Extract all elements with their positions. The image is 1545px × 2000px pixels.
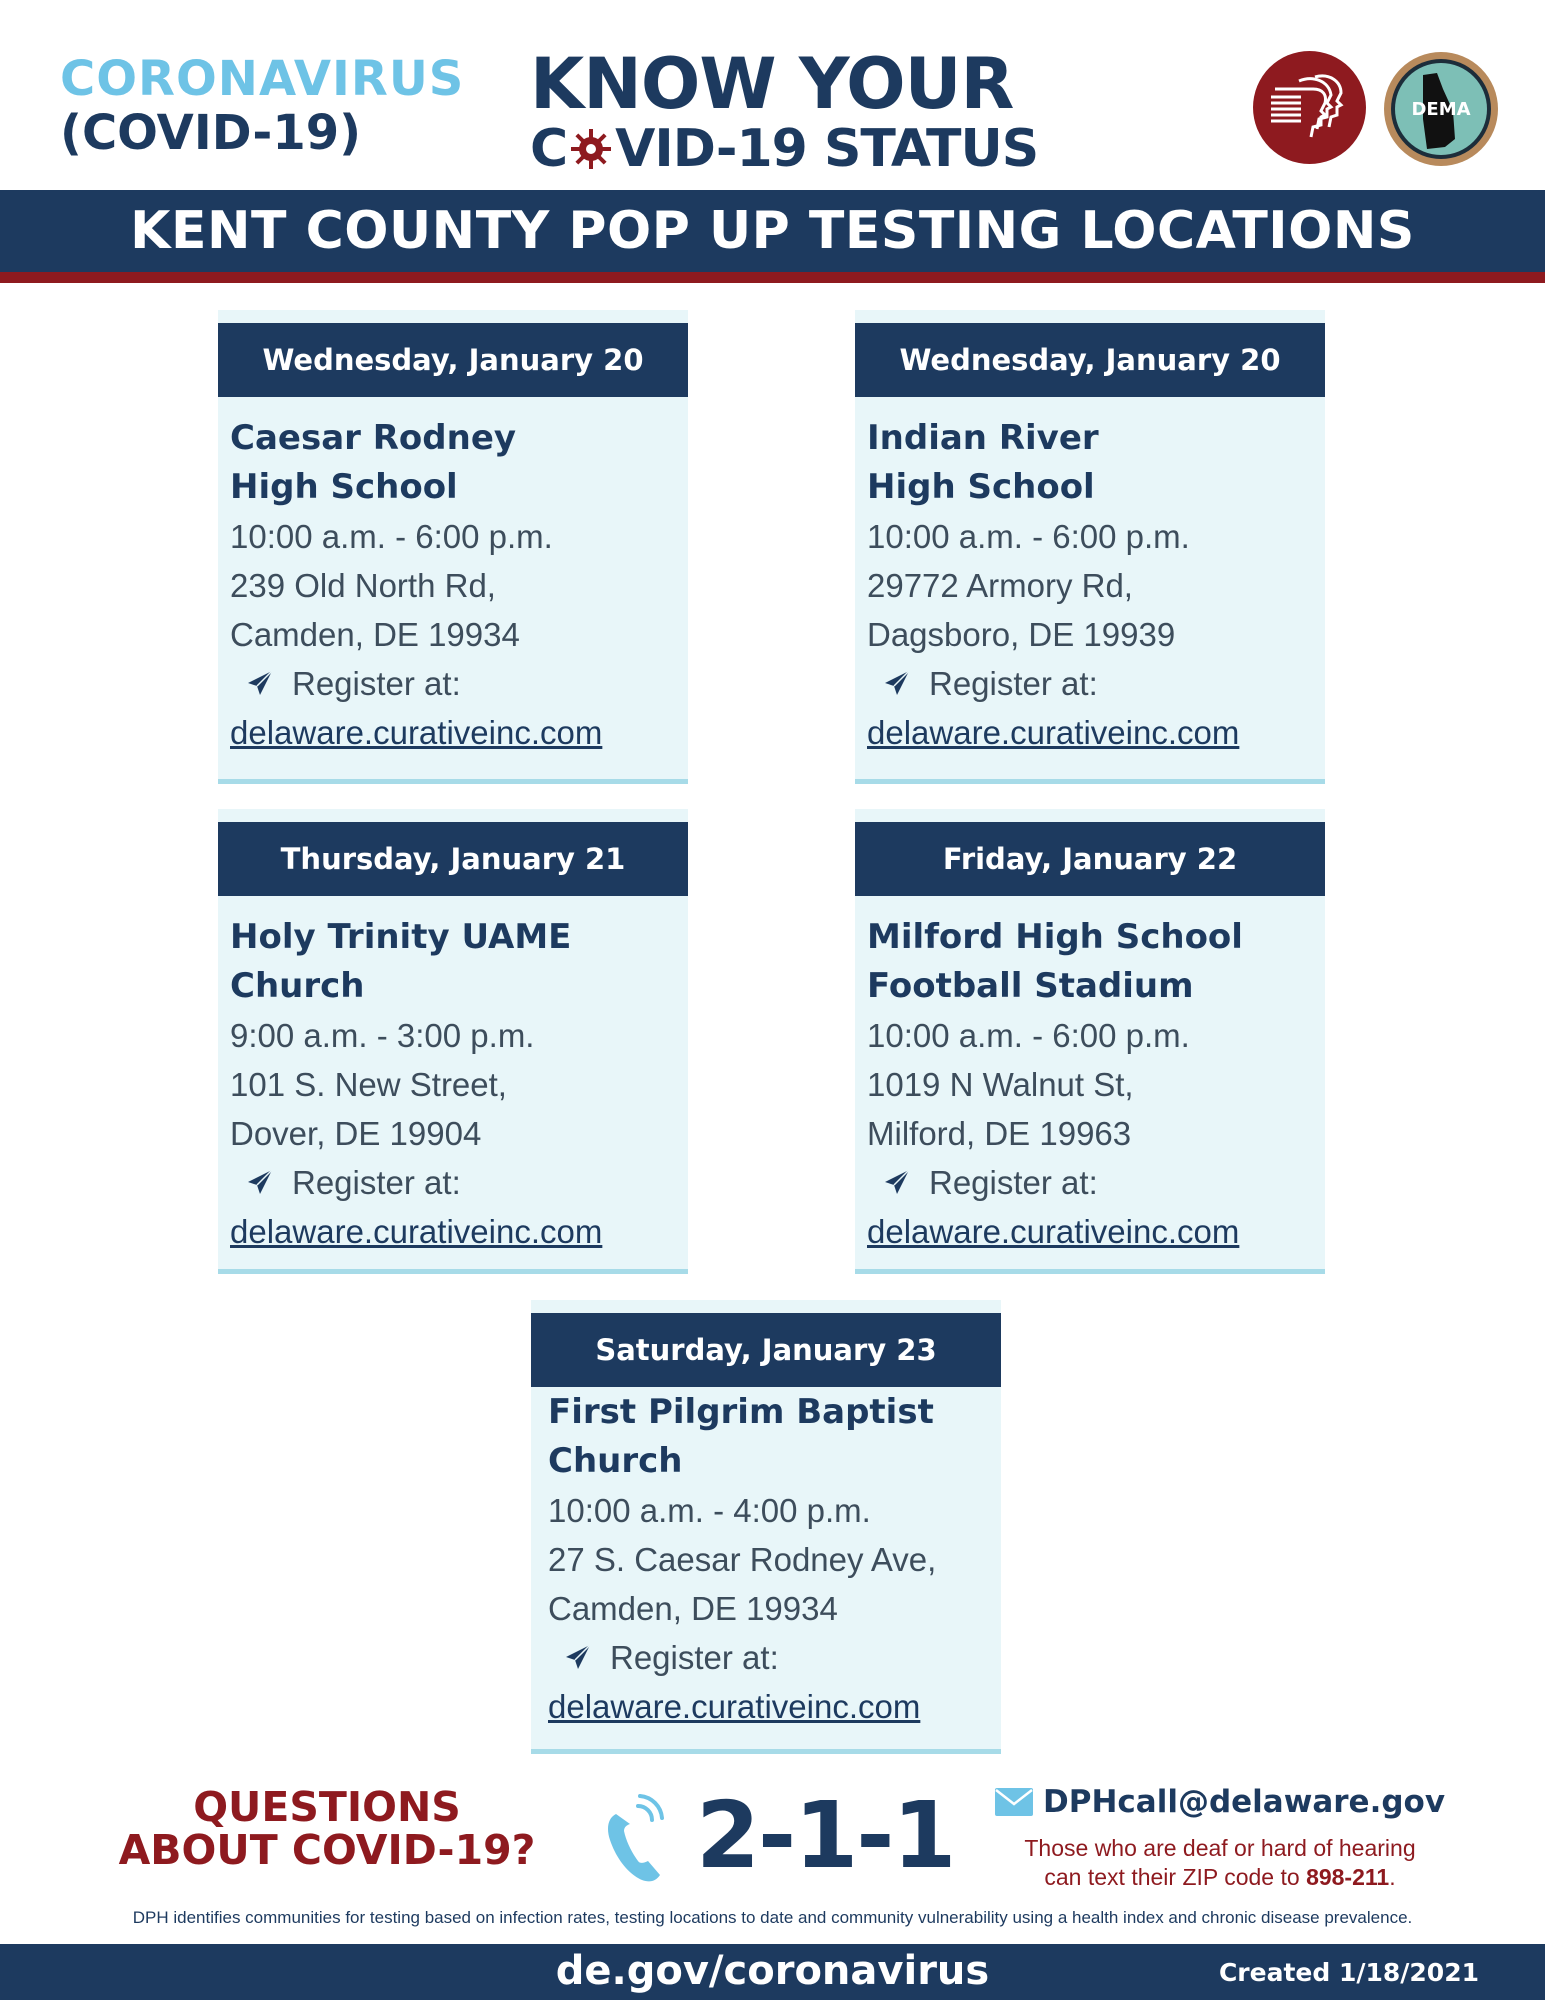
- location-name: Milford High School: [867, 917, 1243, 957]
- location-address: 239 Old North Rd,: [230, 567, 496, 604]
- location-city: Dagsboro, DE 19939: [867, 616, 1176, 653]
- location-card: [855, 809, 1325, 1274]
- location-address: 101 S. New Street,: [230, 1066, 507, 1103]
- register-link[interactable]: delaware.curativeinc.com: [548, 1688, 921, 1725]
- location-hours: 10:00 a.m. - 4:00 p.m.: [548, 1492, 871, 1529]
- location-name: Holy Trinity UAME: [230, 917, 572, 957]
- footer: [0, 1944, 1545, 2000]
- header-left: [60, 52, 464, 160]
- card-date: Friday, January 22: [855, 822, 1325, 896]
- register-link[interactable]: delaware.curativeinc.com: [867, 1213, 1240, 1250]
- location-city: Camden, DE 19934: [230, 616, 520, 653]
- paper-plane-icon: [562, 1643, 592, 1673]
- location-card: [218, 310, 688, 784]
- covid19-label: (COVID-19): [60, 105, 362, 161]
- location-name: First Pilgrim Baptist: [548, 1392, 934, 1432]
- location-name: Indian River: [867, 418, 1099, 458]
- location-city: Milford, DE 19963: [867, 1115, 1132, 1152]
- location-city: Dover, DE 19904: [230, 1115, 482, 1152]
- location-card: [531, 1300, 1001, 1754]
- location-hours: 9:00 a.m. - 3:00 p.m.: [230, 1017, 535, 1054]
- register-link[interactable]: delaware.curativeinc.com: [230, 1213, 603, 1250]
- page-banner: [0, 190, 1545, 272]
- paper-plane-icon: [881, 1168, 911, 1198]
- deaf-text-note: Those who are deaf or hard of hearing can text their ZIP code to 898-211.: [1024, 1835, 1416, 1890]
- card-date: Wednesday, January 20: [855, 323, 1325, 397]
- location-name: Church: [230, 966, 365, 1006]
- register-link[interactable]: delaware.curativeinc.com: [230, 714, 603, 751]
- location-card: [218, 809, 688, 1274]
- register-label: Register at:: [230, 659, 680, 708]
- register-label: Register at:: [548, 1633, 993, 1682]
- location-address: 1019 N Walnut St,: [867, 1066, 1134, 1103]
- location-name: High School: [867, 467, 1095, 507]
- location-address: 27 S. Caesar Rodney Ave,: [548, 1541, 937, 1578]
- location-name: Football Stadium: [867, 966, 1194, 1006]
- phone-number[interactable]: 2-1-1: [696, 1782, 955, 1889]
- paper-plane-icon: [244, 1168, 274, 1198]
- email-address[interactable]: DPHcall@delaware.gov: [1043, 1784, 1446, 1820]
- paper-plane-icon: [244, 669, 274, 699]
- location-city: Camden, DE 19934: [548, 1590, 838, 1627]
- svg-text:DEMA: DEMA: [1411, 99, 1471, 120]
- title-line1: KNOW YOUR: [530, 43, 1014, 125]
- created-date: Created 1/18/2021: [1218, 1958, 1479, 1987]
- dph-logo-icon: [1253, 51, 1366, 164]
- disclaimer: DPH identifies communities for testing based on infection rates, testing locations to date and community vulnerability using a health index and chronic disease prevalence.: [132, 1908, 1413, 1927]
- coronavirus-label: CORONAVIRUS: [60, 51, 465, 107]
- card-date: Wednesday, January 20: [218, 323, 688, 397]
- title-line2: C VID-19 STATUS: [530, 119, 1039, 179]
- register-link[interactable]: delaware.curativeinc.com: [867, 714, 1240, 751]
- location-hours: 10:00 a.m. - 6:00 p.m.: [230, 518, 553, 555]
- location-card: [855, 310, 1325, 784]
- location-address: 29772 Armory Rd,: [867, 567, 1133, 604]
- text-number: 898-211: [1306, 1864, 1390, 1890]
- location-hours: 10:00 a.m. - 6:00 p.m.: [867, 518, 1190, 555]
- email-contact[interactable]: [995, 1784, 1445, 1820]
- questions-heading: QUESTIONS ABOUT COVID-19?: [118, 1783, 536, 1874]
- card-date: Thursday, January 21: [218, 822, 688, 896]
- location-name: Church: [548, 1441, 683, 1481]
- location-name: Caesar Rodney: [230, 418, 517, 458]
- envelope-icon: [995, 1788, 1033, 1816]
- register-label: Register at:: [230, 1158, 680, 1207]
- dema-seal-icon: [1383, 51, 1499, 167]
- location-hours: 10:00 a.m. - 6:00 p.m.: [867, 1017, 1190, 1054]
- register-label: Register at:: [867, 1158, 1317, 1207]
- virus-icon: [569, 127, 613, 171]
- phone-icon: [602, 1792, 676, 1884]
- banner-title: KENT COUNTY POP UP TESTING LOCATIONS: [130, 201, 1415, 261]
- location-name: High School: [230, 467, 458, 507]
- card-date: Saturday, January 23: [531, 1313, 1001, 1387]
- paper-plane-icon: [881, 669, 911, 699]
- banner-stripe: [0, 272, 1545, 283]
- header-title: [530, 43, 1050, 179]
- register-label: Register at:: [867, 659, 1317, 708]
- footer-url[interactable]: de.gov/coronavirus: [555, 1948, 990, 1994]
